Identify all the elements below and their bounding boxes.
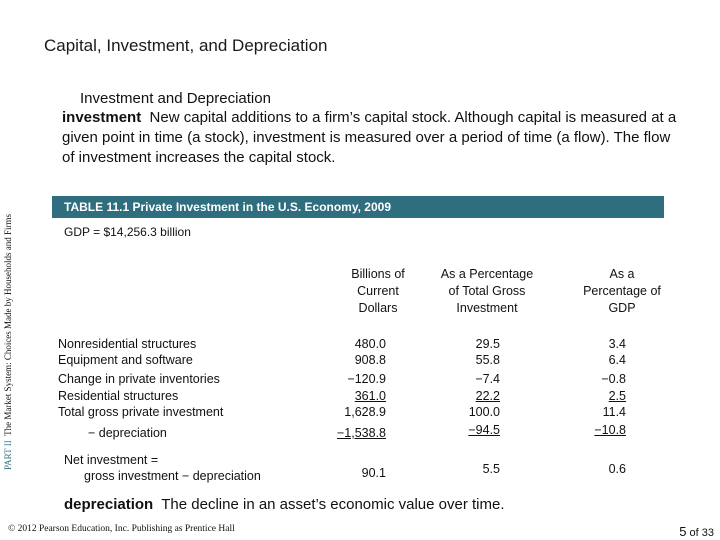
side-part-label (3, 200, 17, 470)
cell-pct-investment: −7.4 (475, 372, 500, 386)
cell-pct-gdp: −10.8 (594, 423, 626, 437)
cell-billions: −120.9 (347, 372, 386, 386)
column-header-line: Percentage of (583, 284, 661, 298)
column-header-line: Investment (456, 301, 518, 315)
net-cell-pct-gdp: 0.6 (608, 462, 626, 476)
cell-pct-gdp: 6.4 (608, 353, 626, 367)
net-cell-pct-investment: 5.5 (482, 462, 500, 476)
cell-pct-investment: 55.8 (475, 353, 500, 367)
cell-pct-gdp: 3.4 (608, 337, 626, 351)
cell-pct-investment: 22.2 (475, 389, 500, 403)
column-header-line: As a (609, 267, 635, 281)
column-header-line: Billions of (351, 267, 405, 281)
cell-billions: −1,538.8 (336, 426, 386, 440)
cell-pct-investment: 100.0 (468, 405, 500, 419)
slide-title: Capital, Investment, and Depreciation (44, 36, 328, 55)
copyright-notice: © 2012 Pearson Education, Inc. Publishing as Prentice Hall (8, 524, 235, 534)
column-header-pct-gdp (562, 266, 682, 317)
cell-billions: 908.8 (354, 353, 386, 367)
cell-pct-investment: −94.5 (468, 423, 500, 437)
column-header-line: Current (357, 284, 399, 298)
row-label: Residential structures (58, 389, 179, 403)
cell-pct-gdp: −0.8 (601, 372, 626, 386)
depreciation-definition-text: The decline in an asset’s economic value over time. (161, 496, 505, 513)
column-header-line: As a Percentage (440, 267, 534, 281)
cell-pct-investment: 29.5 (475, 337, 500, 351)
cell-pct-gdp: 11.4 (602, 405, 626, 419)
net-investment-line1: Net investment = (64, 453, 159, 467)
column-header-line: Dollars (358, 301, 398, 315)
row-label: Change in private inventories (58, 372, 220, 386)
investment-definition-text: New capital additions to a firm’s capital stock. Although capital is measured at a given point in time (a stock), investment is measured over a period of time (a flow). The flow of investment increases the capital stock. (62, 109, 677, 166)
net-investment-label (64, 452, 261, 484)
depreciation-definition (64, 496, 505, 513)
page-total: 33 (701, 527, 714, 539)
cell-billions: 480.0 (354, 337, 386, 351)
column-header-pct-investment (428, 266, 546, 317)
part-title: The Market System: Choices Made by Households and Firms (3, 213, 13, 436)
net-cell-billions: 90.1 (361, 466, 386, 480)
row-label: Equipment and software (58, 353, 193, 367)
part-number: PART II (3, 440, 13, 470)
depreciation-term: depreciation (64, 496, 154, 513)
net-investment-line2: gross investment − depreciation (84, 469, 261, 483)
row-label: Nonresidential structures (58, 337, 197, 351)
column-header-line: GDP (608, 301, 636, 315)
section-subtitle: Investment and Depreciation (80, 90, 271, 107)
cell-billions: 1,628.9 (344, 405, 386, 419)
investment-term: investment (62, 109, 142, 126)
column-header-line: of Total Gross (448, 284, 526, 298)
page-separator: of (689, 527, 699, 539)
page-current: 5 (679, 524, 687, 539)
row-label: − depreciation (88, 426, 167, 440)
cell-pct-gdp: 2.5 (608, 389, 626, 403)
investment-definition (62, 108, 682, 168)
column-header-billions (318, 266, 438, 317)
cell-billions: 361.0 (354, 389, 386, 403)
gdp-note: GDP = $14,256.3 billion (64, 225, 191, 239)
row-label: Total gross private investment (58, 405, 224, 419)
page-number (679, 524, 714, 539)
table-title-bar: TABLE 11.1 Private Investment in the U.S. Economy, 2009 (52, 196, 664, 218)
